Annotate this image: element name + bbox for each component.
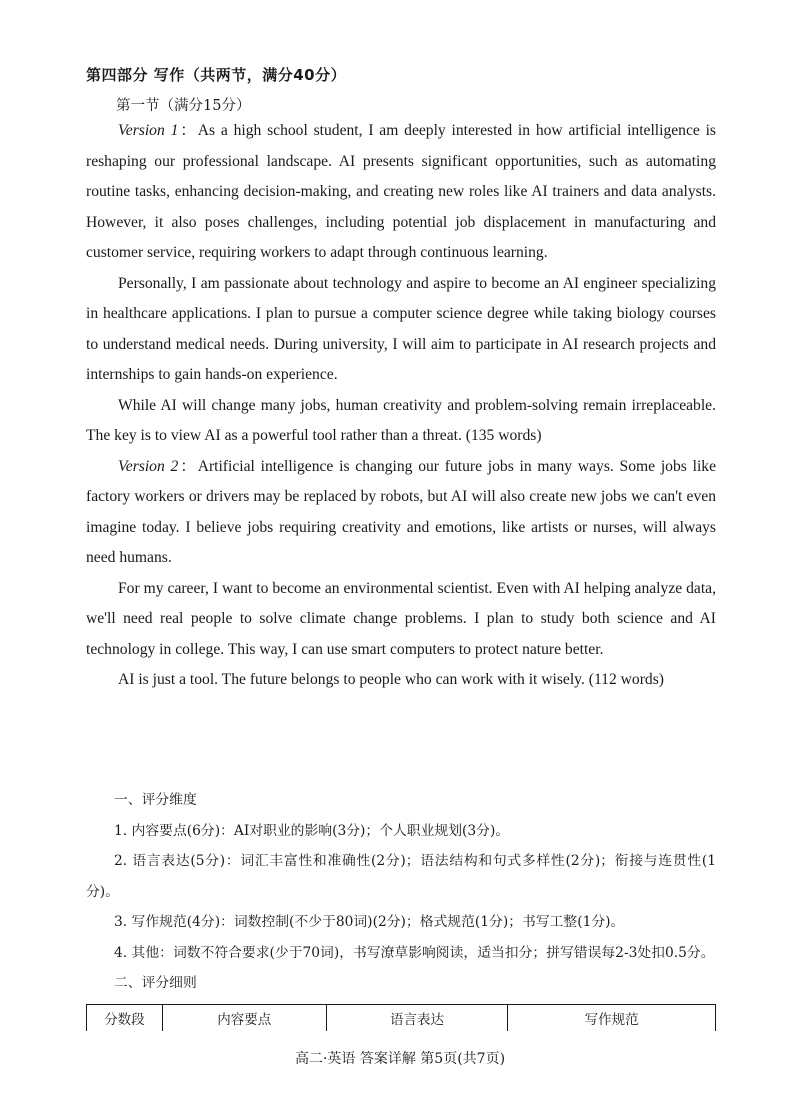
scoring-rubric: [86, 785, 716, 999]
essay-paragraph: [86, 452, 716, 574]
table-header-cell: 内容要点: [162, 1005, 326, 1032]
version-label: Version 2: [118, 457, 179, 475]
essay-paragraph: For my career, I want to become an environmental scientist. Even with AI helping analyze data, we'll need real people to solve climate change problems. I plan to study both science and AI technology in college. This way, I can use smart computers to protect nature better.: [86, 579, 716, 658]
part-heading: 第四部分 写作（共两节，满分40分）: [86, 66, 347, 84]
essay-text: ：As a high school student, I am deeply interested in how artificial intelligence is reshaping our professional landscape. AI presents significant opportunities, such as automating routine tasks, enhancing decision-making, and creating new roles like AI trainers and data analysts. However, it also poses challenges, including potential job displacement in manufacturing and customer service, requiring workers to adapt through continuous learning.: [86, 122, 716, 261]
version-label: Version 1: [118, 122, 179, 139]
rubric-section-title: 一、评分维度: [114, 792, 197, 808]
model-essays: [86, 116, 716, 696]
table-header-row: [87, 1005, 716, 1032]
essay-paragraph: [86, 116, 716, 269]
essay-paragraph: Personally, I am passionate about technology and aspire to become an AI engineer specializing in healthcare applications. I plan to pursue a computer science degree while taking biology courses to understand medical needs. During university, I will aim to participate in AI research projects and internships to gain hands-on experience.: [86, 274, 716, 383]
table-header-cell: 写作规范: [508, 1005, 716, 1032]
table-header-cell: 分数段: [87, 1005, 163, 1032]
rubric-item: 2. 语言表达(5分)：词汇丰富性和准确性(2分)；语法结构和句式多样性(2分)；衔接与连贯性(1分)。: [86, 853, 716, 900]
essay-paragraph: While AI will change many jobs, human creativity and problem-solving remain irreplaceable. The key is to view AI as a powerful tool rather than a threat. (135 words): [86, 396, 716, 444]
rubric-item: 1. 内容要点(6分)：AI对职业的影响(3分)；个人职业规划(3分)。: [114, 822, 510, 839]
rubric-item: 4. 其他：词数不符合要求(少于70词)，书写潦草影响阅读，适当扣分；拼写错误每2-3处扣0.5分。: [114, 944, 715, 961]
essay-paragraph: AI is just a tool. The future belongs to people who can work with it wisely. (112 words): [118, 671, 664, 688]
rubric-section-title: 二、评分细则: [114, 975, 197, 991]
page-footer: 高二·英语 答案详解 第5页(共7页): [294, 1051, 506, 1067]
table-header-cell: 语言表达: [326, 1005, 508, 1032]
essay-text: ：Artificial intelligence is changing our future jobs in many ways. Some jobs like factory workers or drivers may be replaced by robots, but AI will also create new jobs we can't even imagine today. I believe jobs requiring creativity and emotions, like artists or nurses, will always need humans.: [86, 457, 716, 566]
scoring-table: [86, 1004, 716, 1031]
rubric-item: 3. 写作规范(4分)：词数控制(不少于80词)(2分)；格式规范(1分)；书写工整(1分)。: [114, 914, 625, 930]
section-heading: 第一节（满分15分）: [116, 98, 251, 114]
